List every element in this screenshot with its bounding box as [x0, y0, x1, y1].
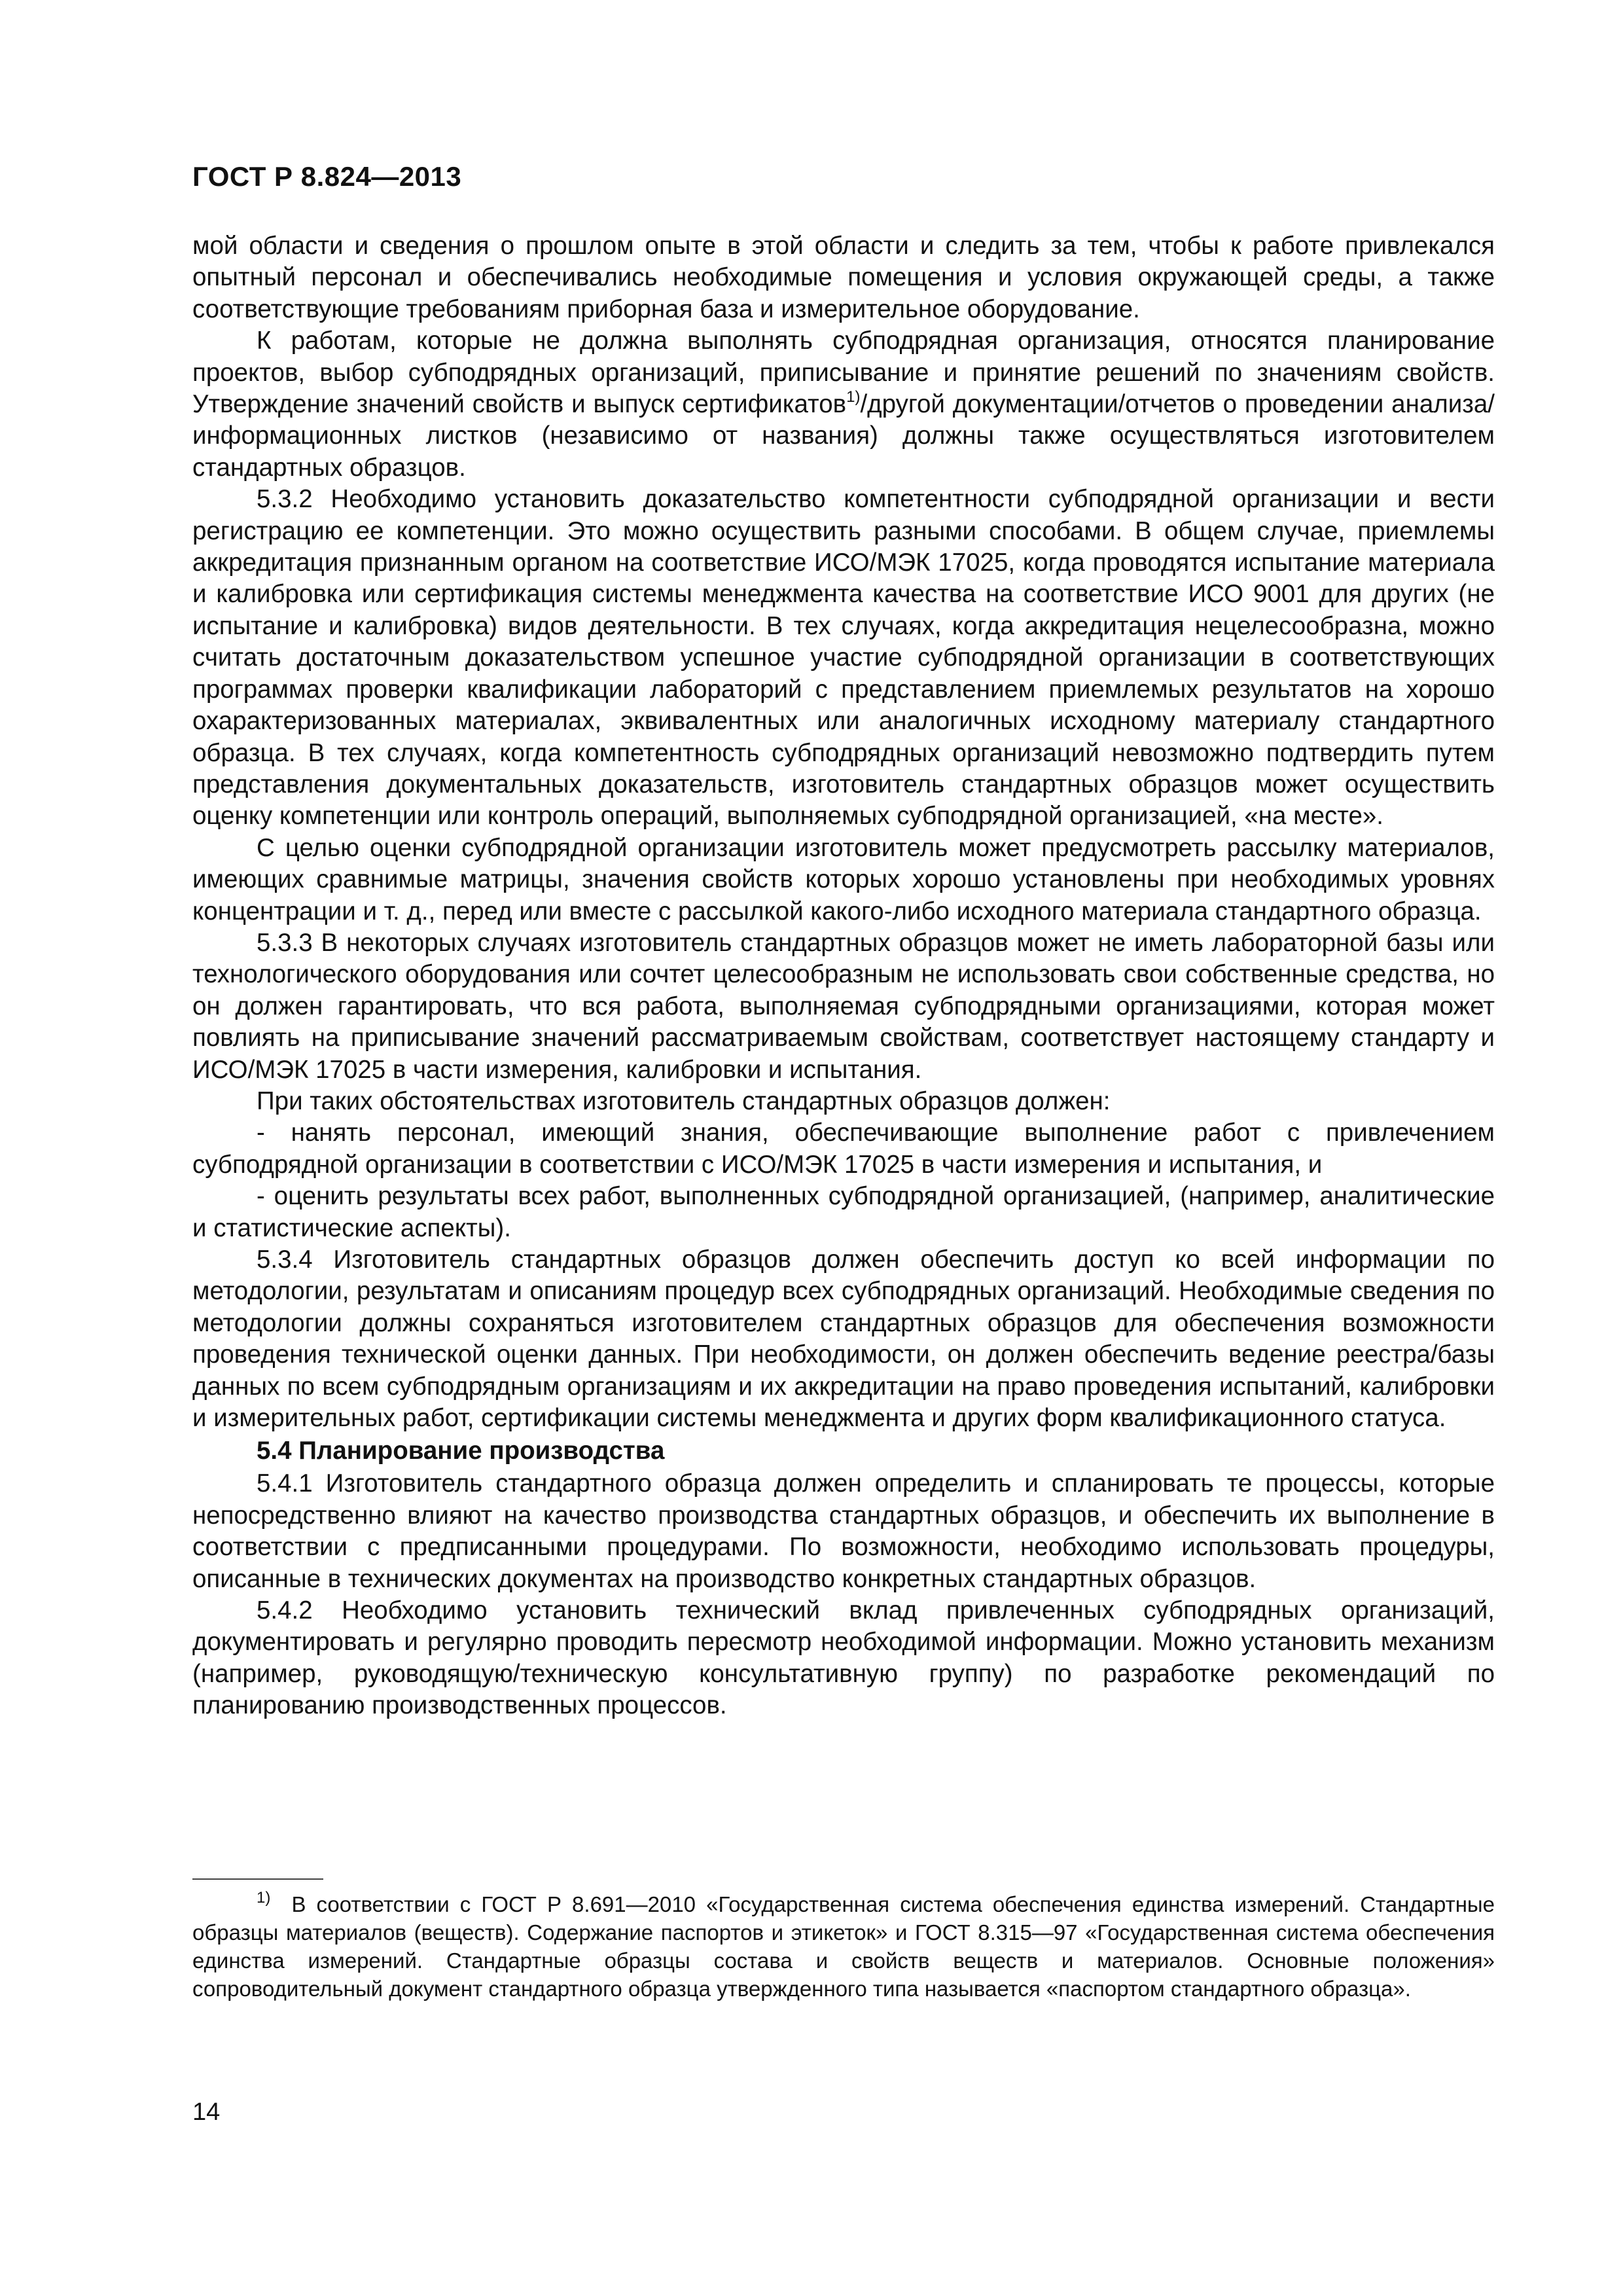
footnote-divider — [192, 1878, 323, 1880]
page-number: 14 — [192, 2098, 221, 2126]
footnote-text: В соответствии с ГОСТ Р 8.691—2010 «Государственная система обеспечения единства измерений. Стандартные образцы материалов (веществ). Содержание паспортов и этикеток» и ГОСТ 8.315—97 «Государственная система обеспечения единства измерений. Стандартные образцы состава и свойств веществ и материалов. Основные положения» сопроводительный документ стандартного образца утвержденного типа называется «паспортом стандартного образца». — [192, 1892, 1495, 2001]
paragraph-text: К работам, которые не должна выполнять субподрядная организация, относятся планирование проектов, выбор субподрядных организаций, приписывание и принятие решений по значениям свойств. — [192, 327, 1495, 387]
paragraph-5-4-1: 5.4.1 Изготовитель стандартного образца должен определить и спланировать те процессы, которые непосредственно влияют на качество производства стандартных образцов, и обеспечить их выполнение в соответствии с предписанными процедурами. По возможности, необходимо использовать процедуры, описанные в технических документах на производство конкретных стандартных образцов. — [192, 1469, 1495, 1593]
paragraph-5-3-4: 5.3.4 Изготовитель стандартных образцов должен обеспечить доступ ко всей информации по методологии, результатам и описаниям процедур всех субподрядных организаций. Необходимые сведения по методологии должны сохраняться изготовителем стандартных образцов для обеспечения возможности проведения технической оценки данных. При необходимости, он должен обеспечить ведение реестра/базы данных по всем субподрядным организациям и их аккредитации на право проведения испытаний, калибровки и измерительных работ, сертификации системы менеджмента и других форм квалификационного статуса. — [192, 1246, 1495, 1433]
paragraph-text: /другой документации/отчетов о проведении анализа/информационных листков (независимо от названия) должны также осуществляться изготовителем стандартных образцов. — [192, 390, 1495, 482]
footnote-paragraph — [192, 1890, 1495, 2003]
paragraph-assessment: С целью оценки субподрядной организации изготовитель может предусмотреть рассылку материалов, имеющих сравнимые матрицы, значения свойств которых хорошо установлены при необходимых уровнях концентрации и т. д., перед или вместе с рассылкой какого-либо исходного материала стандартного образца. — [192, 833, 1495, 925]
footnote-reference: 1) — [846, 388, 861, 406]
list-item: - оценить результаты всех работ, выполненных субподрядной организацией, (например, аналитические и статистические аспекты). — [192, 1182, 1495, 1242]
footnote-marker: 1) — [257, 1889, 271, 1907]
footnote — [192, 1890, 1495, 2003]
paragraph-circumstances: При таких обстоятельствах изготовитель стандартных образцов должен: — [257, 1086, 1111, 1115]
paragraph-5-3-2: 5.3.2 Необходимо установить доказательство компетентности субподрядной организации и вести регистрацию ее компетенции. Это можно осуществить разными способами. В общем случае, приемлемы аккредитация признанным органом на соответствие ИСО/МЭК 17025, когда проводятся испытание материала и калибровка или сертификация системы менеджмента качества на соответствие ИСО 9001 для других (не испытание и калибровка) видов деятельности. В тех случаях, когда аккредитация нецелесообразна, можно считать достаточным доказательством успешное участие субподрядной организации в соответствующих программах проверки квалификации лабораторий с представлением приемлемых результатов на хорошо охарактеризованных материалах, эквивалентных или аналогичных исходному материалу стандартного образца. В тех случаях, когда компетентность субподрядных организаций невозможно подтвердить путем представления документальных доказательств, изготовитель стандартных образцов может осуществить оценку компетенции или контроль операций, выполняемых субподрядной организацией, «на месте». — [192, 485, 1495, 831]
paragraph-5-4-2: 5.4.2 Необходимо установить технический вклад привлеченных субподрядных организаций, документировать и регулярно проводить пересмотр необходимой информации. Можно установить механизм (например, руководящую/техническую консультативную группу) по разработке рекомендаций по планированию производственных процессов. — [192, 1596, 1495, 1720]
paragraph-continuation: мой области и сведения о прошлом опыте в этой области и следить за тем, чтобы к работе привлекался опытный персонал и обеспечивались необходимые помещения и условия окружающей среды, а также соответствующие требованиям приборная база и измерительное оборудование. — [192, 232, 1495, 323]
paragraph-5-3-3: 5.3.3 В некоторых случаях изготовитель стандартных образцов может не иметь лабораторной базы или технологического оборудования или сочтет целесообразным не использовать свои собственные средства, но он должен гарантировать, что вся работа, выполняемая субподрядными организациями, которая может повлиять на приписывание значений рассматриваемым свойствам, соответствует настоящему стандарту и ИСО/МЭК 17025 в части измерения, калибровки и испытания. — [192, 928, 1495, 1084]
document-body — [192, 230, 1495, 1722]
document-header: ГОСТ Р 8.824—2013 — [192, 161, 462, 192]
paragraph-text: Утверждение значений свойств и выпуск сертификатов — [192, 390, 847, 419]
section-heading-5-4: 5.4 Планирование производства — [257, 1437, 665, 1465]
paragraph-subcontracting-work — [192, 325, 1495, 484]
list-item: - нанять персонал, имеющий знания, обеспечивающие выполнение работ с привлечением субподрядной организации в соответствии с ИСО/МЭК 17025 в части измерения и испытания, и — [192, 1119, 1495, 1179]
